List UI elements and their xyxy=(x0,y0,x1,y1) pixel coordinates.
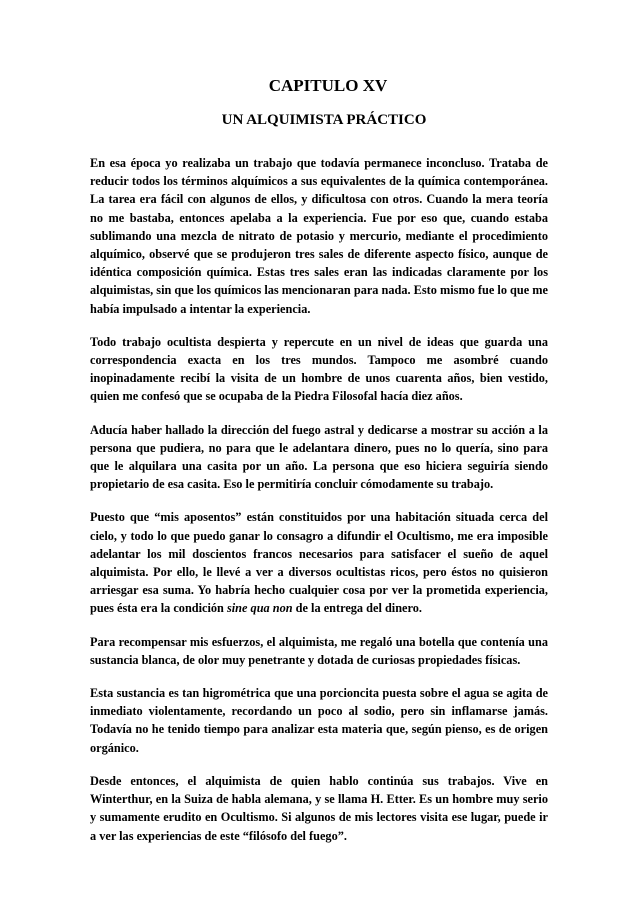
paragraph-3: Aducía haber hallado la dirección del fuego astral y dedicarse a mostrar su acción a la persona que pudiera, no para que le adelantara dinero, pues no lo quería, sino para que le alquilara una casita por un año. La persona que eso hiciera seguiría siendo propietario de esa casita. Eso le permitiría concluir cómodamente su trabajo. xyxy=(90,422,548,492)
paragraph-4-text-start: Puesto que “mis aposentos” están constituidos por una habitación situada cerca del cielo, y todo lo que puedo ganar lo consagro a difundir el Ocultismo, me era imposible adelantar los mil doscientos francos necesarios para satisfacer el sueño de aquel alquimista. Por ello, le llevé a ver a diversos ocultistas ricos, pero éstos no quisieron arriesgar esa suma. Yo habría hecho cualquier cosa por ver la prometida experiencia, pues ésta era la condición xyxy=(90,510,548,616)
paragraph-7: Desde entonces, el alquimista de quien hablo continúa sus trabajos. Vive en Winterthur, en la Suiza de habla alemana, y se llama H. Etter. Es un hombre muy serio y sumamente erudito en Ocultismo. Si algunos de mis lectores visita ese lugar, puede ir a ver las experiencias de este “filósofo del fuego”. xyxy=(90,773,548,843)
chapter-title: UN ALQUIMISTA PRÁCTICO xyxy=(221,112,427,128)
italic-phrase: sine qua non xyxy=(226,601,293,616)
paragraph-2: Todo trabajo ocultista despierta y repercute en un nivel de ideas que guarda una correspondencia exacta en los tres mundos. Tampoco me asombré cuando inopinadamente recibí la visita de un hombre de unos cuarenta años, bien vestido, quien me confesó que se ocupaba de la Piedra Filosofal hacía diez años. xyxy=(90,334,548,404)
paragraph-4 xyxy=(90,508,548,617)
paragraph-4-text-end: de la entrega del dinero. xyxy=(292,601,422,616)
chapter-number: CAPITULO XV xyxy=(268,76,388,95)
paragraph-1: En esa época yo realizaba un trabajo que todavía permanece inconcluso. Trataba de reducir todos los términos alquímicos a sus equivalentes de la química contemporánea. La tarea era fácil con algunos de ellos, y dificultosa con otros. Cuando la mera teoría no me bastaba, entonces apelaba a la experiencia. Fue por eso que, cuando estaba sublimando una mezcla de nitrato de potasio y mercurio, mediante el procedimiento alquímico, observé que se produjeron tres sales de diferente aspecto físico, aunque de idéntica composición química. Estas tres sales eran las indicadas claramente por los alquimistas, sin que los químicos las mencionaran para nada. Esto mismo fue lo que me había impulsado a intentar la experiencia. xyxy=(90,156,548,316)
paragraph-6: Esta sustancia es tan higrométrica que una porcioncita puesta sobre el agua se agita de inmediato violentamente, recordando un poco al sodio, pero sin inflamarse jamás. Todavía no he tenido tiempo para analizar esta materia que, según pienso, es de origen orgánico. xyxy=(90,686,548,755)
body-text xyxy=(90,154,548,860)
paragraph-5: Para recompensar mis esfuerzos, el alquimista, me regaló una botella que contenía una sustancia blanca, de olor muy penetrante y dotada de curiosas propiedades físicas. xyxy=(90,634,548,667)
